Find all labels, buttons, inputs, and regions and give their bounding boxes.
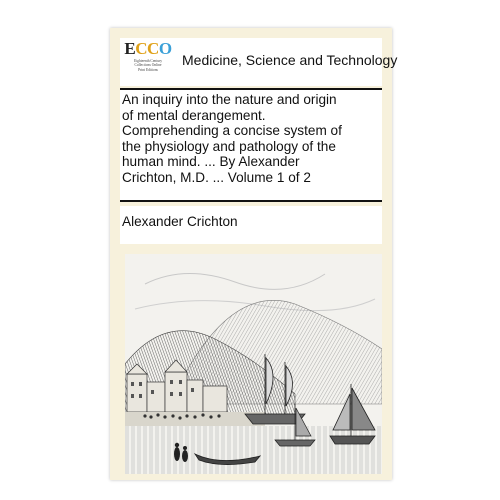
series-title: Medicine, Science and Technology [182, 52, 398, 68]
title-block [120, 90, 382, 200]
logo-caption-line: Eighteenth Century [133, 59, 163, 63]
ecco-logo [124, 40, 172, 84]
logo-caption [124, 59, 172, 72]
author-block [120, 206, 382, 244]
cover-illustration [125, 254, 382, 474]
logo-letters [124, 40, 172, 58]
logo-caption-line: Collections Online [134, 63, 162, 68]
harbour-water [125, 426, 382, 474]
shore [125, 412, 265, 426]
logo-caption-line: Print Editions [138, 67, 158, 72]
book-cover [110, 28, 398, 480]
harbour-engraving [125, 254, 382, 474]
logo-letter-c2: C [147, 39, 159, 58]
logo-letter-o: O [158, 39, 172, 58]
book-title: An inquiry into the nature and origin of mental derangement. Comprehending a concise system of the physiology and pathology of the human mind. ... By Alexander Crichton, M.D. ... Volume 1 of 2 [122, 92, 342, 185]
logo-letter-c1: C [135, 39, 148, 58]
series-header [120, 38, 398, 86]
middle-rule [120, 200, 382, 202]
author-name: Alexander Crichton [122, 214, 238, 229]
logo-letter-e: E [124, 39, 136, 58]
